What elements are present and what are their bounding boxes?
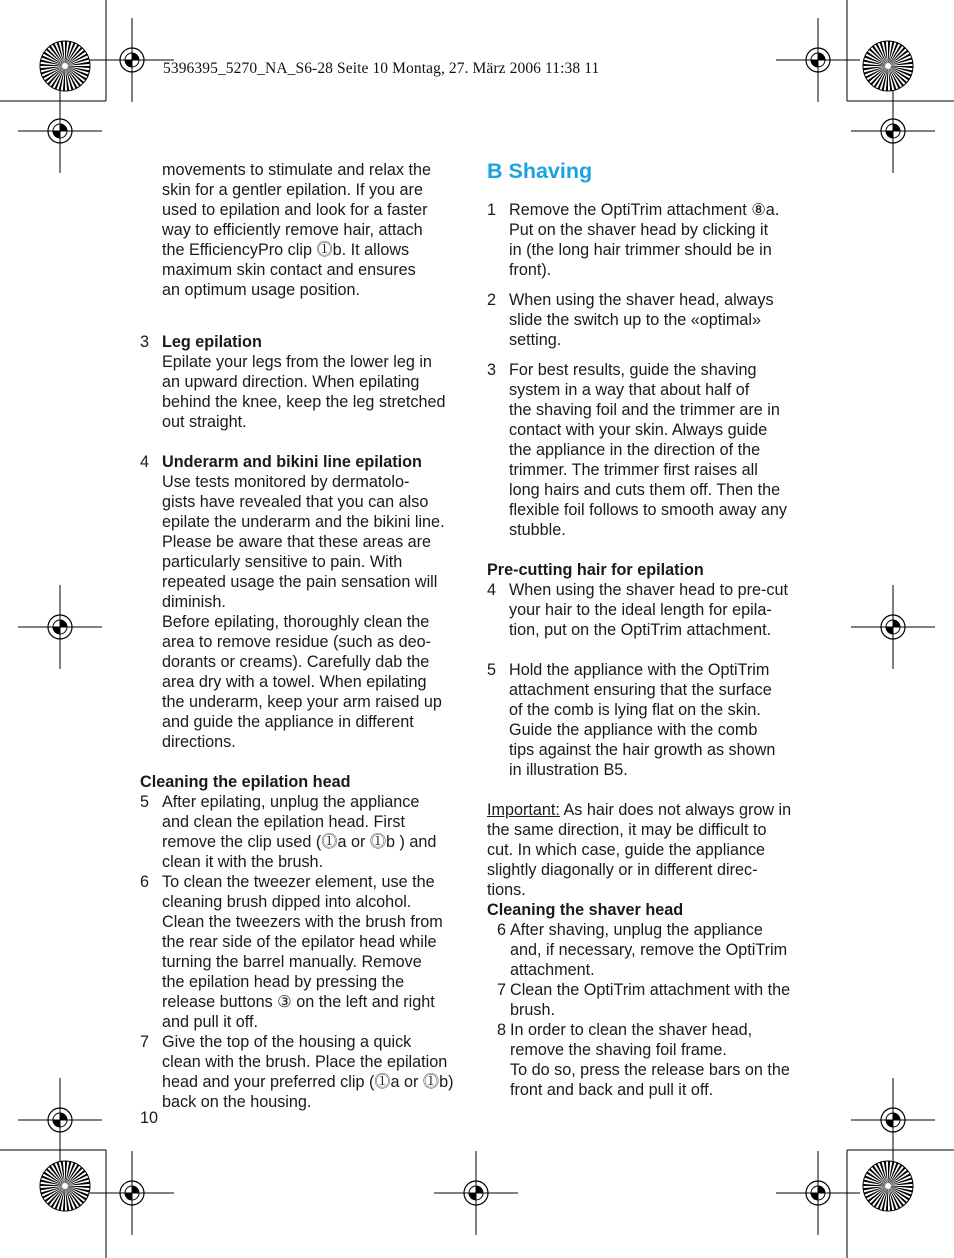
text-line: Hold the appliance with the OptiTrim [509,661,770,679]
text-line: Put on the shaver head by clicking it [509,221,769,239]
right-column [487,158,813,1100]
text-line: the epilation head by pressing the [162,973,405,991]
text-line: attachment ensuring that the surface [509,681,772,699]
text-line: way to efficiently remove hair, attach [162,221,423,239]
step-5-item [140,792,466,872]
cleaning-epilation-heading: Cleaning the epilation head [140,773,351,791]
step-6-item [140,872,466,1032]
text-line: Before epilating, thoroughly clean the [162,613,430,631]
text-line: remove the shaving foil frame. [510,1041,727,1059]
text-line: Use tests monitored by dermatolo- [162,473,410,491]
text-line: area dry with a towel. When epilating [162,673,427,691]
text-line: contact with your skin. Always guide [509,421,768,439]
section-title: Underarm and bikini line epilation [162,453,422,471]
registration-mark-icon [851,1078,935,1162]
text-line: slide the switch up to the «optimal» [509,311,761,329]
text-line: out straight. [162,413,247,431]
text-line: cleaning brush dipped into alcohol. [162,893,412,911]
text-line: Clean the tweezers with the brush from [162,913,443,931]
text-line: your hair to the ideal length for epila- [509,601,772,619]
text-line: To clean the tweezer element, use the [162,873,435,891]
text-line: To do so, press the release bars on the [510,1061,790,1079]
text-line: the rear side of the epilator head while [162,933,437,951]
item-number: 4 [140,453,150,471]
text-line: tions. [487,881,526,899]
underarm-bikini-item [140,452,466,752]
left-column [140,160,466,1112]
text-line: remove the clip used (⓵a or ⓵b ) and [162,833,437,851]
leg-epilation-item [140,332,466,432]
text-line: the appliance in the direction of the [509,441,761,459]
text-line: epilate the underarm and the bikini line. [162,513,445,531]
text-line: back on the housing. [162,1093,312,1111]
page-number: 10 [140,1109,159,1127]
text-line: clean it with the brush. [162,853,324,871]
text-line: gists have revealed that you can also [162,493,429,511]
text-line: Remove the OptiTrim attachment ⑧a. [509,201,780,219]
text-line: turning the barrel manually. Remove [162,953,422,971]
text-line: attachment. [510,961,595,979]
cleaning-shaver-heading: Cleaning the shaver head [487,901,684,919]
text-line: area to remove residue (such as deo- [162,633,432,651]
text-line: directions. [162,733,236,751]
registration-mark-icon [90,1151,174,1235]
shaving-step-3 [487,360,813,540]
text-line: stubble. [509,521,566,539]
text-line: an optimum usage position. [162,281,360,299]
shaving-step-4 [487,580,813,640]
text-line: setting. [509,331,562,349]
text-line: When using the shaver head to pre-cut [509,581,788,599]
text-line: the underarm, keep your arm raised up [162,693,442,711]
step-7-item [140,1032,466,1112]
precut-heading: Pre-cutting hair for epilation [487,561,704,579]
text-line: particularly sensitive to pain. With [162,553,403,571]
registration-mark-icon [851,585,935,669]
color-wheel-icon [40,1161,90,1211]
text-line: used to epilation and look for a faster [162,201,428,219]
item-number: 7 [497,981,507,999]
item-number: 1 [487,201,497,219]
shaving-step-2 [487,290,813,350]
text-line: As hair does not always grow in [559,801,792,819]
text-line: Please be aware that these areas are [162,533,432,551]
text-line: repeated usage the pain sensation will [162,573,438,591]
item-number: 6 [497,921,507,939]
text-line: skin for a gentler epilation. If you are [162,181,423,199]
text-line: and, if necessary, remove the OptiTrim [510,941,788,959]
registration-mark-icon [18,1078,102,1162]
item-number: 5 [140,793,150,811]
shaver-step-6 [487,920,813,980]
text-line: flexible foil follows to smooth away any [509,501,788,519]
text-line: brush. [510,1001,555,1019]
text-line: head and your preferred clip (⓵a or ⓵b) [162,1073,454,1091]
registration-mark-icon [18,89,102,173]
text-line: When using the shaver head, always [509,291,774,309]
text-line: tips against the hair growth as shown [509,741,776,759]
registration-mark-icon [851,89,935,173]
item-number: 2 [487,291,497,309]
text-line: front and back and pull it off. [510,1081,714,1099]
important-note [487,800,813,900]
item-number: 7 [140,1033,150,1051]
intro-paragraph [140,160,466,300]
item-number: 3 [487,361,497,379]
section-title: Leg epilation [162,333,262,351]
text-line: the same direction, it may be difficult to [487,821,767,839]
text-line: dorants or creams). Carefully dab the [162,653,430,671]
item-number: 5 [487,661,497,679]
text-line: For best results, guide the shaving [509,361,757,379]
important-label: Important: [487,801,560,819]
registration-mark-icon [18,585,102,669]
shaver-step-8 [487,1020,813,1100]
text-line: in (the long hair trimmer should be in [509,241,772,259]
text-line: trimmer. The trimmer first raises all [509,461,758,479]
text-line: clean with the brush. Place the epilation [162,1053,448,1071]
item-number: 3 [140,333,150,351]
text-line: Epilate your legs from the lower leg in [162,353,432,371]
item-number: 4 [487,581,497,599]
color-wheel-icon [40,41,90,91]
text-line: the shaving foil and the trimmer are in [509,401,780,419]
text-line: diminish. [162,593,226,611]
text-line: behind the knee, keep the leg stretched [162,393,446,411]
text-line: maximum skin contact and ensures [162,261,416,279]
text-line: front). [509,261,552,279]
text-line: movements to stimulate and relax the [162,161,432,179]
text-line: After shaving, unplug the appliance [510,921,763,939]
text-line: Clean the OptiTrim attachment with the [510,981,791,999]
text-line: of the comb is lying flat on the skin. [509,701,761,719]
text-line: long hairs and cuts them off. Then the [509,481,781,499]
shaving-heading: B Shaving [487,159,593,183]
text-line: tion, put on the OptiTrim attachment. [509,621,772,639]
shaving-step-1 [487,200,813,280]
text-line: system in a way that about half of [509,381,750,399]
item-number: 6 [140,873,150,891]
text-line: in illustration B5. [509,761,628,779]
text-line: release buttons ③ on the left and right [162,993,435,1011]
text-line: and clean the epilation head. First [162,813,405,831]
text-line: an upward direction. When epilating [162,373,420,391]
text-line: Guide the appliance with the comb [509,721,758,739]
shaver-step-7 [487,980,813,1020]
color-wheel-icon [863,1161,913,1211]
text-line: cut. In which case, guide the appliance [487,841,766,859]
text-line: After epilating, unplug the appliance [162,793,420,811]
text-line: the EfficiencyPro clip ⓵b. It allows [162,241,410,259]
text-line: and guide the appliance in different [162,713,414,731]
print-header: 5396395_5270_NA_S6-28 Seite 10 Montag, 27. März 2006 11:38 11 [163,60,600,77]
registration-mark-icon [90,18,174,102]
text-line: slightly diagonally or in different direc- [487,861,758,879]
text-line: Give the top of the housing a quick [162,1033,412,1051]
registration-mark-icon [434,1151,518,1235]
item-number: 8 [497,1021,507,1039]
color-wheel-icon [863,41,913,91]
shaving-step-5 [487,660,813,780]
text-line: In order to clean the shaver head, [510,1021,753,1039]
text-line: and pull it off. [162,1013,258,1031]
